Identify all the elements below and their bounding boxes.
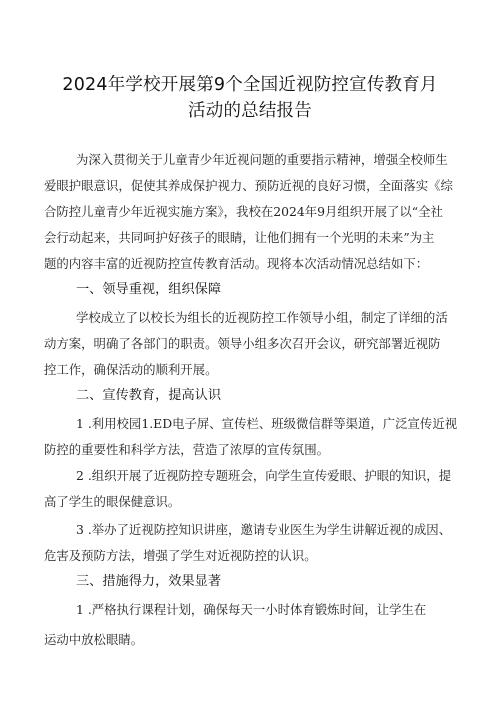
section-2-item-2-line-2: 高了学生的眼保健意识。 [44, 494, 181, 509]
section-1-line-2: 动方案，明确了各部门的职责。领导小组多次召开会议，研究部署近视防 [44, 336, 441, 351]
section-2-item-1-line-2: 防控的重要性和科学方法，营造了浓厚的宣传氛围。 [44, 442, 329, 457]
intro-line-1: 为深入贯彻关于儿童青少年近视问题的重要指示精神，增强全校师生 [76, 152, 448, 167]
section-1-line-1: 学校成立了以校长为组长的近视防控工作领导小组，制定了详细的活 [76, 310, 448, 325]
document-title-line-1: 2024年学校开展第9个全国近视防控宣传教育月 [62, 75, 438, 95]
section-2-item-1-line-1: 1 .利用校园1.ED电子屏、宣传栏、班级微信群等渠道，广泛宣传近视 [76, 416, 458, 431]
section-2-item-3-line-2: 危害及预防方法，增强了学生对近视防控的认识。 [44, 548, 317, 563]
document-title-line-2: 活动的总结报告 [188, 101, 312, 121]
section-3-item-1-line-1: 1 .严格执行课程计划，确保每天一小时体育锻炼时间，让学生在 [76, 602, 427, 617]
section-1-heading: 一、领导重视，组织保障 [76, 282, 222, 297]
section-3-heading: 三、措施得力，效果显著 [76, 574, 222, 589]
section-2-item-2-line-1: 2 .组织开展了近视防控专题班会，向学生宣传爱眼、护眼的知识，提 [76, 468, 452, 483]
intro-line-2: 爱眼护眼意识，促使其养成保护视力、预防近视的良好习惯，全面落实《综 [44, 178, 453, 193]
intro-line-3: 合防控儿童青少年近视实施方案》，我校在2024年9月组织开展了以“全社 [44, 204, 443, 219]
intro-line-4: 会行动起来，共同呵护好孩子的眼睛，让他们拥有一个光明的未来”为主 [44, 230, 435, 245]
section-1-line-3: 控工作，确保活动的顺利开展。 [44, 362, 218, 377]
intro-line-5: 题的内容丰富的近视防控宣传教育活动。现将本次活动情况总结如下： [44, 256, 429, 271]
section-3-item-1-line-2: 运动中放松眼睛。 [44, 632, 144, 647]
section-2-heading: 二、宣传教育，提高认识 [76, 388, 222, 403]
section-2-item-3-line-1: 3 .举办了近视防控知识讲座，邀请专业医生为学生讲解近视的成因、 [76, 522, 452, 537]
